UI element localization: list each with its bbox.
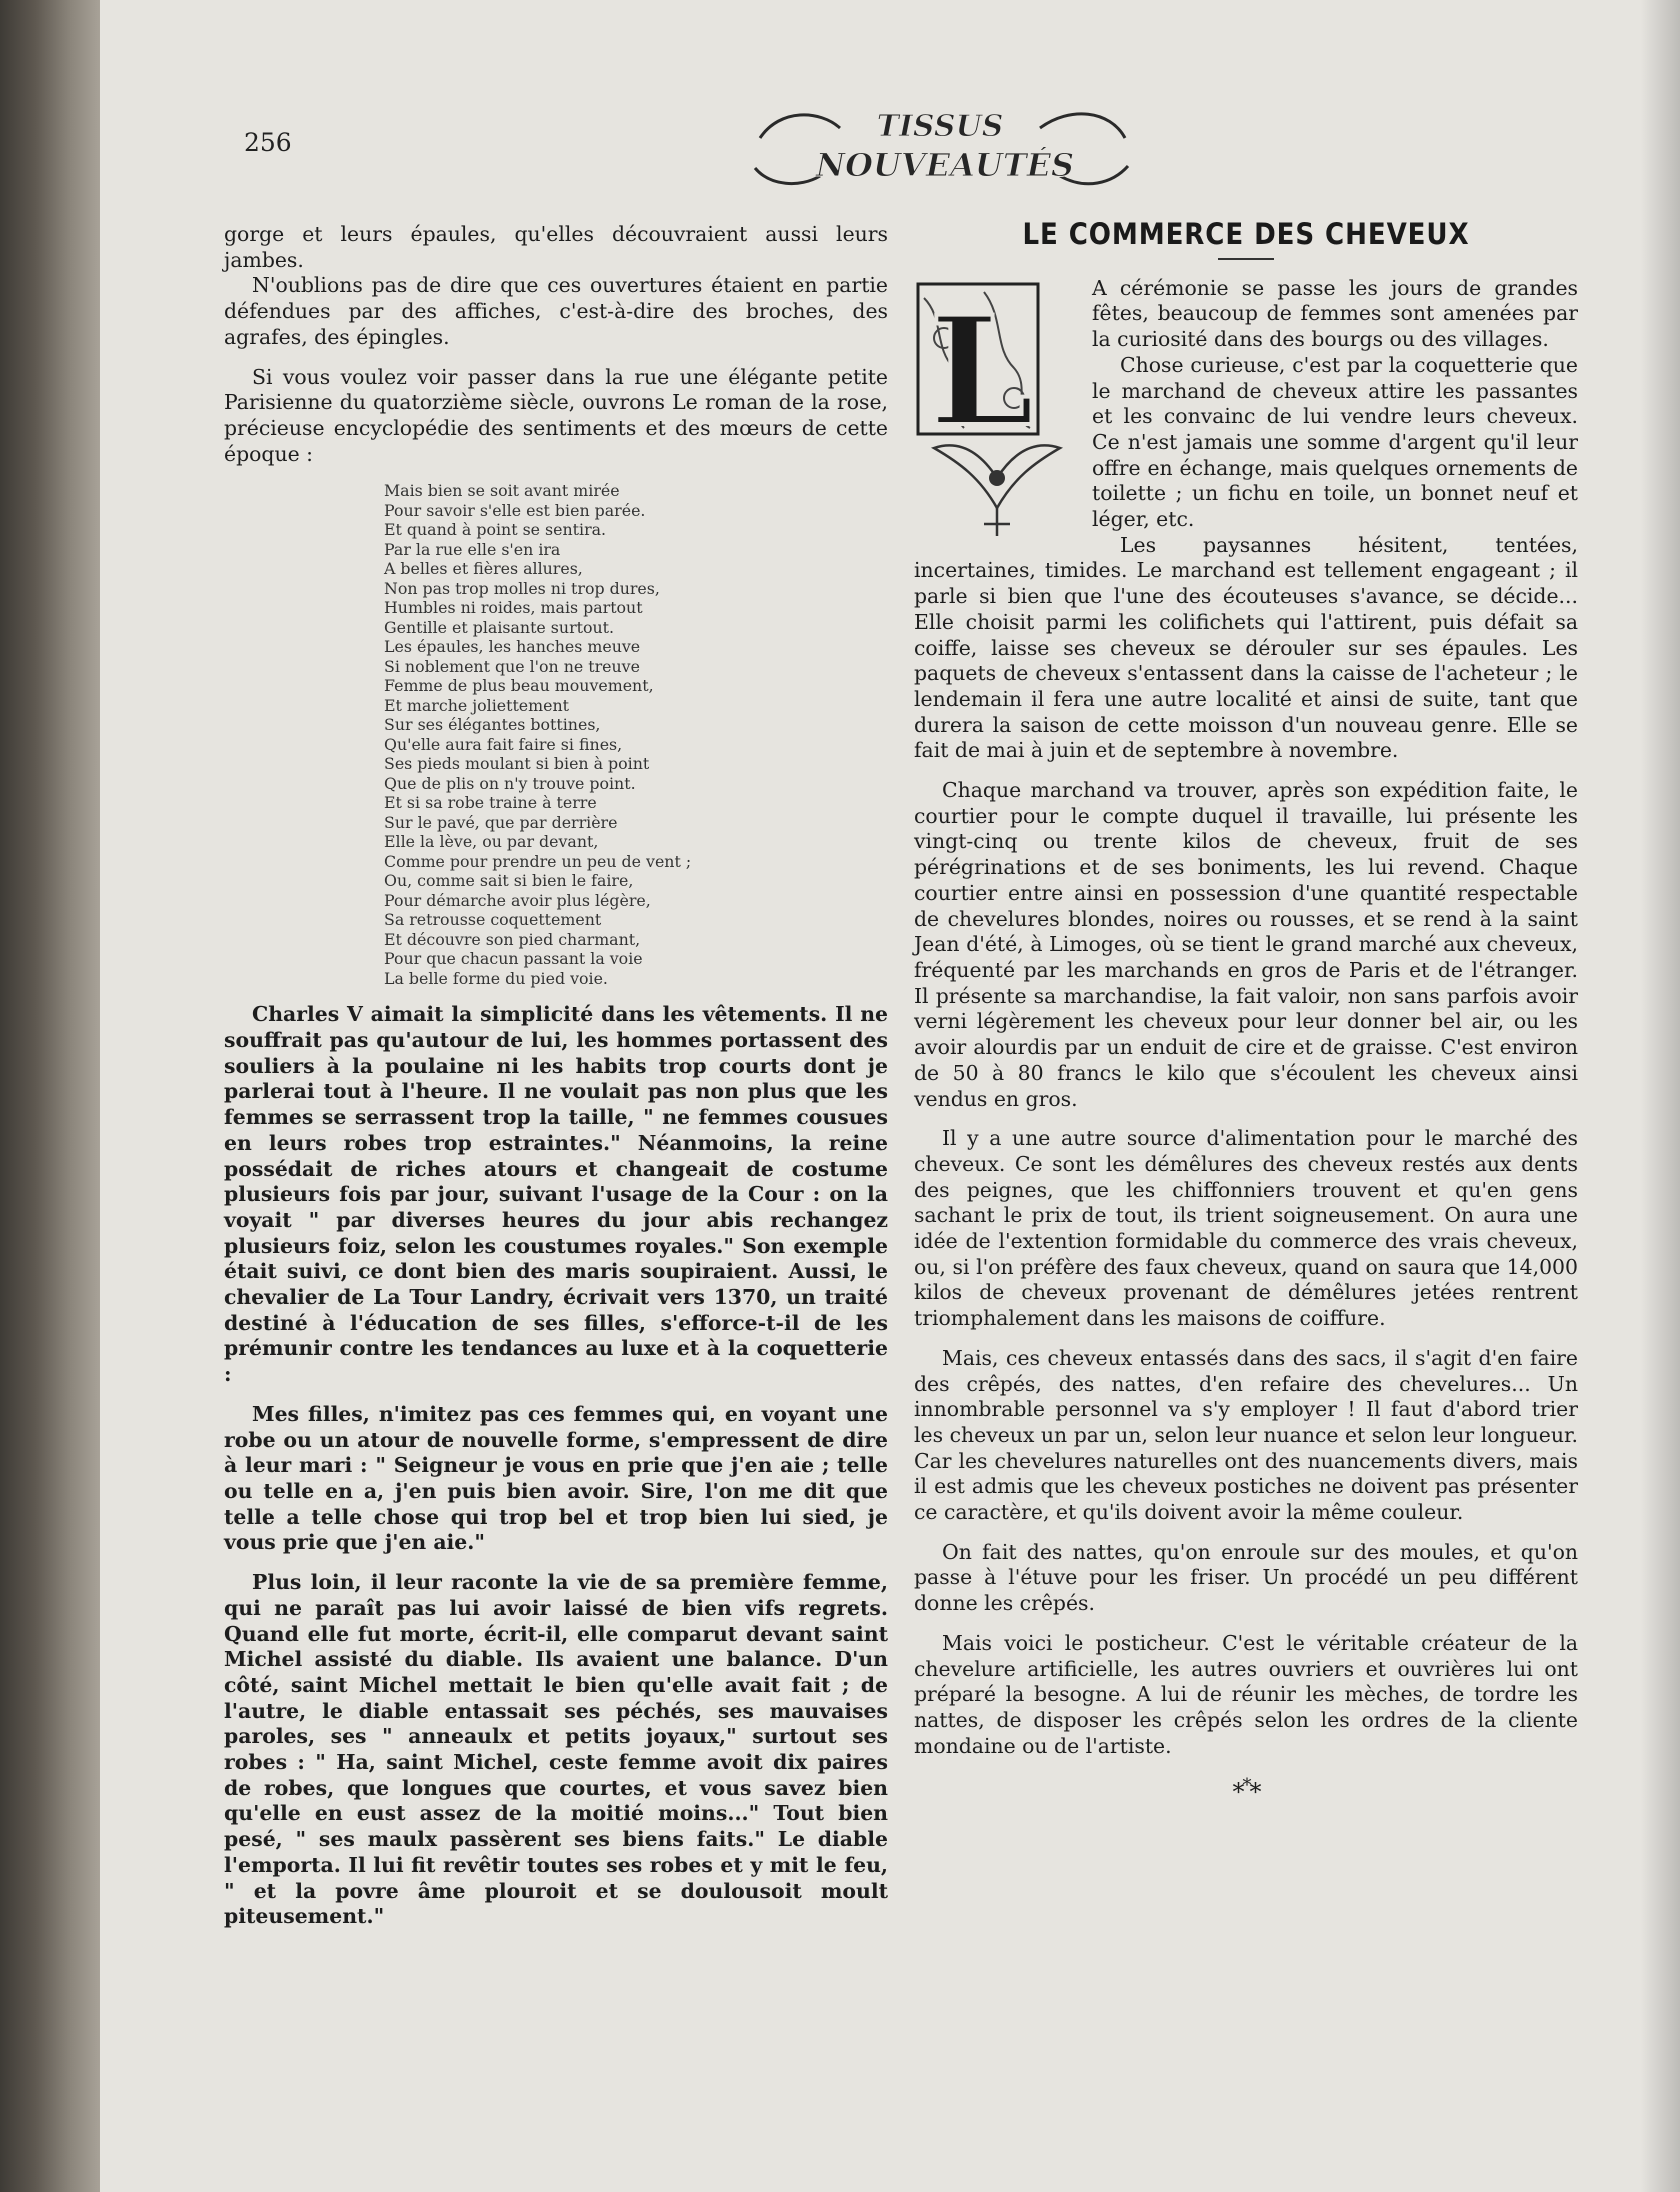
asterism-star: * [1249, 1778, 1260, 1807]
poem-line: Sur ses élégantes bottines, [384, 715, 601, 735]
poem-line: Par la rue elle s'en ira [384, 539, 561, 559]
poem-line: Femme de plus beau mouvement, [384, 676, 654, 696]
right-paragraph-2: Chose curieuse, c'est par la coquetterie que le marchand de cheveux attire les passantes et les convainc de lui vendre leurs cheveux. Ce n'est jamais une somme d'argent qu'il leur offre en échange, mais quelques ornements de toilette ; un fichu en toile, un bonnet neuf et léger, etc. [1092, 352, 1578, 532]
poem-line: Elle la lève, ou par devant, [384, 832, 599, 852]
poem-line: Sur le pavé, que par derrière [384, 812, 618, 832]
asterism-star: * [1242, 1775, 1250, 1797]
poem-line: Et quand à point se sentira. [384, 520, 607, 540]
poem-line: Et marche joliettement [384, 695, 569, 715]
poem-line: Pour démarche avoir plus légère, [384, 890, 651, 910]
masthead-line2: NOUVEAUTÉS [815, 146, 1075, 184]
left-paragraph-3: Si vous voulez voir passer dans la rue une élégante petite Parisienne du quatorzième siècle, ouvrons Le roman de la rose, précieuse encyclopédie des sentiments et des mœurs de cette époque : [224, 364, 888, 466]
poem-line: Gentille et plaisante surtout. [384, 617, 615, 637]
poem-line: Si noblement que l'on ne treuve [384, 656, 640, 676]
right-paragraph-7: On fait des nattes, qu'on enroule sur des moules, et qu'on passe à l'étuve pour les friser. Un procédé un peu différent donne les crêpés. [914, 1539, 1578, 1616]
poem-line: Et découvre son pied charmant, [384, 929, 641, 949]
left-paragraph-1: gorge et leurs épaules, qu'elles découvraient aussi leurs jambes. [224, 222, 888, 272]
title-rule [1218, 258, 1274, 260]
left-paragraph-6: Plus loin, il leur raconte la vie de sa première femme, qui ne paraît pas lui avoir laissé de bien vifs regrets. Quand elle fut morte, écrit-il, elle comparut devant saint Michel assisté du diable. Ils avaient une balance. D'un côté, saint Michel mettait le bien qu'elle avait fait ; de l'autre, le diable entassait ses péchés, ses mauvaises paroles, ses " anneaulx et petits joyaux," surtout ses robes : " Ha, saint Michel, ceste femme avoit dix paires de robes, que longues que courtes, et vous savez bien qu'elle en eust assez de la moitié moins..." Tout bien pesé, " ses maulx passèrent ses biens faits." Le diable l'emporta. Il lui fit revêtir toutes ses robes et y mit le feu, " et la povre âme plouroit et se doulousoit moult piteusement." [224, 1570, 888, 1929]
right-paragraph-8: Mais voici le posticheur. C'est le véritable créateur de la chevelure artificielle, les autres ouvriers et ouvrières lui ont préparé la besogne. A lui de réunir les mèches, de tordre les nattes, de disposer les crêpés selon les ordres de la cliente mondaine ou de l'artiste. [914, 1630, 1578, 1758]
poem-line: Humbles ni roides, mais partout [384, 598, 643, 618]
poem-line: A belles et fières allures, [384, 559, 583, 579]
page-number: 256 [244, 128, 292, 157]
right-column [914, 217, 1578, 1807]
left-paragraph-2: N'oublions pas de dire que ces ouvertures étaient en partie défendues par des affiches, c'est-à-dire des broches, des agrafes, des épingles. [224, 273, 888, 349]
poem-line: Et si sa robe traine à terre [384, 793, 597, 813]
left-paragraph-5: Mes filles, n'imitez pas ces femmes qui, en voyant une robe ou un atour de nouvelle forme, s'empressent de dire à leur mari : " Seigneur je vous en prie que j'en aie ; telle ou telle en a, j'en puis bien avoir. Sire, l'on me dit que telle a telle chose qui trop bel et trop bien lui sied, je vous prie que j'en aie." [224, 1401, 888, 1555]
poem-line: Ses pieds moulant si bien à point [384, 754, 650, 774]
poem-line: Que de plis on n'y trouve point. [384, 773, 636, 793]
drop-cap-letter: L [929, 283, 1035, 460]
book-binding [0, 0, 100, 2192]
article-title: LE COMMERCE DES CHEVEUX [1022, 217, 1470, 251]
roman-de-la-rose-poem [384, 481, 888, 988]
poem-line: Non pas trop molles ni trop dures, [384, 578, 660, 598]
poem-line: Pour que chacun passant la voie [384, 949, 643, 969]
poem-line: Mais bien se soit avant mirée [384, 481, 620, 501]
poem-line: Qu'elle aura fait faire si fines, [384, 734, 623, 754]
asterism [914, 1773, 1578, 1806]
masthead-logo [740, 98, 1140, 190]
poem-line: Les épaules, les hanches meuve [384, 637, 641, 657]
right-paragraph-1: A cérémonie se passe les jours de grandes fêtes, beaucoup de femmes sont amenées par la curiosité dans des bourgs ou des villages. [1092, 275, 1578, 352]
poem-line: La belle forme du pied voie. [384, 968, 608, 988]
left-column [224, 222, 888, 1930]
poem-line: Pour savoir s'elle est bien parée. [384, 500, 646, 520]
book-page [100, 0, 1680, 2192]
asterism-star: * [1232, 1778, 1243, 1807]
right-paragraph-4: Chaque marchand va trouver, après son expédition faite, le courtier pour le compte duquel il travaille, lui présente les vingt-cinq ou trente kilos de cheveux, fruit de ses pérégrinations et de ses boniments, les lui revend. Chaque courtier entre ainsi en possession d'une quantité respectable de chevelures blondes, noires ou rousses, et se rend à la saint Jean d'été, à Limoges, où se tient le grand marché aux cheveux, fréquenté par les marchands en gros de Paris et de l'étranger. Il présente sa marchandise, la fait valoir, non sans parfois avoir verni légèrement les cheveux pour leur donner bel air, ou les avoir alourdis par un enduit de cire et de graisse. C'est environ de 50 à 80 francs le kilo que s'écoulent les cheveux ainsi vendus en gros. [914, 778, 1578, 1111]
right-paragraph-5: Il y a une autre source d'alimentation pour le marché des cheveux. Ce sont les démêlures des cheveux restés aux dents des peignes, que les chiffonniers trouvent et qu'en gens sachant le prix de tout, ils trient soigneusement. On aura une idée de l'extention formidable du commerce des vrais cheveux, ou, si l'on préfère des faux cheveux, quand on saura que 14,000 kilos de cheveux provenant de démêlures jetées rentrent triomphalement dans les maisons de coiffure. [914, 1126, 1578, 1331]
right-paragraph-6: Mais, ces cheveux entassés dans des sacs, il s'agit d'en faire des crêpés, des nattes, d'en refaire des chevelures... Un innombrable personnel va s'y employer ! Il faut d'abord trier les cheveux un par un, selon leur nuance et selon leur longueur. Car les chevelures naturelles ont des nuancements divers, mais il est admis que les cheveux postiches ne doivent pas présenter ce caractère, et qu'ils doivent avoir la même couleur. [914, 1345, 1578, 1525]
page-edge-shadow [1640, 0, 1680, 2192]
poem-line: Ou, comme sait si bien le faire, [384, 871, 634, 891]
poem-line: Comme pour prendre un peu de vent ; [384, 851, 692, 871]
masthead-line1: TISSUS [876, 109, 1004, 144]
right-paragraph-3: Les paysannes hésitent, tentées, incertaines, timides. Le marchand est tellement engageant ; il parle si bien que l'une des écouteuses s'avance, se décide... Elle choisit parmi les colifichets qui l'attirent, puis défait sa coiffe, laisse ses cheveux se dérouler sur ses épaules. Les paquets de cheveux s'entassent dans la caisse de l'acheteur ; le lendemain il fera une autre localité et ainsi de suite, tant que durera la saison de cette moisson d'un nouveau genre. Elle se fait de mai à juin et de septembre à novembre. [914, 532, 1578, 763]
poem-line: Sa retrousse coquettement [384, 910, 602, 930]
ornamental-drop-cap [914, 278, 1080, 542]
left-paragraph-4: Charles V aimait la simplicité dans les vêtements. Il ne souffrait pas qu'autour de lui, les hommes portassent des souliers à la poulaine ni les habits trop courts dont je parlerai tout à l'heure. Il ne voulait pas non plus que les femmes se serrassent trop la taille, " ne femmes cousues en leurs robes trop estraintes." Néanmoins, la reine possédait de riches atours et changeait de costume plusieurs fois par jour, suivant l'usage de la Cour : on la voyait " par diverses heures du jour abis rechangez plusieurs foiz, selon les coustumes royales." Son exemple était suivi, ce dont bien des maris soupiraient. Aussi, le chevalier de La Tour Landry, écrivait vers 1370, un traité destiné à l'éducation de ses filles, s'efforce-t-il de les prémunir contre les tendances au luxe et à la coquetterie : [224, 1002, 888, 1387]
